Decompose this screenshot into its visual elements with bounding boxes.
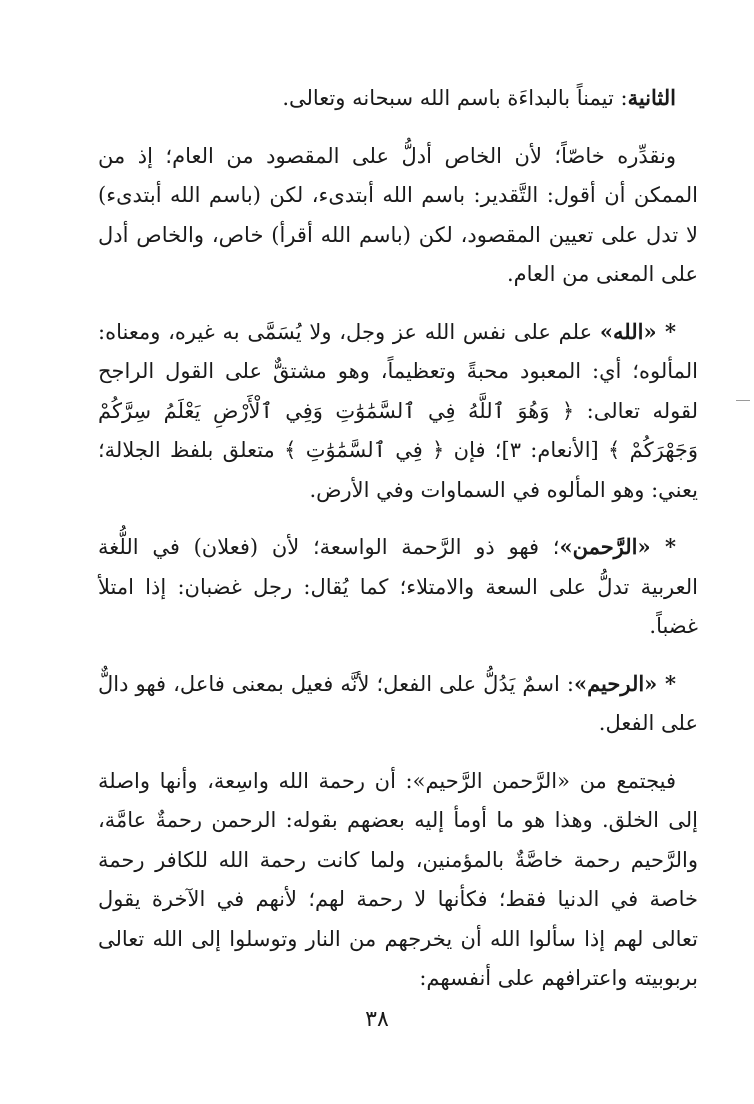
paragraph-lead: الثانية — [627, 85, 676, 110]
paragraph-text: فيجتمع من «الرَّحمن الرَّحيم»: أن رحمة الله واسِعة، وأنها واصلة إلى الخلق. وهذا هو ما أومأ إليه بعضهم بقوله: الرحمن رحمةٌ عامَّة، والرَّحيم رحمة خاصَّةٌ بالمؤمنين، ولما كانت رحمة الله للكافر رحمة خاصة في الدنيا فقط؛ فكأنها لا رحمة لهم؛ لأنهم في الآخرة يقول تعالى لهم إذا سألوا الله أن يخرجهم من النار وتوسلوا إلى الله تعالى بربوبيته واعترافهم على أنفسهم: — [98, 768, 698, 990]
paragraph-allah-definition — [98, 312, 698, 511]
paragraph-text: ؛ فهو ذو الرَّحمة الواسعة؛ لأن (فعلان) في اللُّغة العربية تدلُّ على السعة والامتلاء؛ كما يُقال: رجل غضبان: إذا امتلأ غضباً. — [98, 535, 698, 638]
page-number: ٣٨ — [365, 1007, 389, 1032]
paragraph-text: ونقدِّره خاصّاً؛ لأن الخاص أدلُّ على المقصود من العام؛ إذ من الممكن أن أقول: التَّقدير: باسم الله أبتدىء، لكن (باسم الله أبتدىء) لا تدل على تعيين المقصود، لكن (باسم الله أقرأ) خاص، والخاص أدل على المعنى من العام. — [98, 143, 698, 286]
paragraph-combined-meaning — [98, 761, 698, 999]
paragraph-raheem-definition — [98, 664, 698, 744]
paragraph-rahman-definition — [98, 527, 698, 647]
body-text — [98, 78, 698, 999]
paragraph-lead: * «الرَّحمن» — [559, 534, 676, 559]
paragraph-text: علم على نفس الله عز وجل، ولا يُسَمَّى به غيره، ومعناه: المألوه؛ أي: المعبود محبةً وتعظيماً، وهو مشتقٌّ على القول الراجح لقوله تعالى: ﴿ وَهُوَ ٱللَّهُ فِي ٱلسَّمَٰوَٰتِ وَفِي ٱلْأَرْضِ يَعْلَمُ سِرَّكُمْ وَجَهْرَكُمْ ﴾ [الأنعام: ٣]؛ فإن ﴿ فِي ٱلسَّمَٰوَٰتِ ﴾ متعلق بلفظ الجلالة؛ يعني: وهو المألوه في السماوات وفي الأرض. — [98, 319, 698, 502]
paragraph-lead: * «الله» — [599, 318, 676, 344]
paragraph-specific-over-general — [98, 136, 698, 295]
paragraph-lead: * «الرحيم» — [573, 670, 676, 696]
paragraph-text: : تيمناً بالبداءَة باسم الله سبحانه وتعالى. — [282, 86, 628, 110]
paragraph-second-reason — [98, 78, 698, 119]
paragraph-text: : اسمٌ يَدُلُّ على الفعل؛ لأنَّه فعيل بمعنى فاعل، فهو دالٌّ على الفعل. — [98, 671, 698, 735]
scan-mark — [736, 400, 750, 401]
